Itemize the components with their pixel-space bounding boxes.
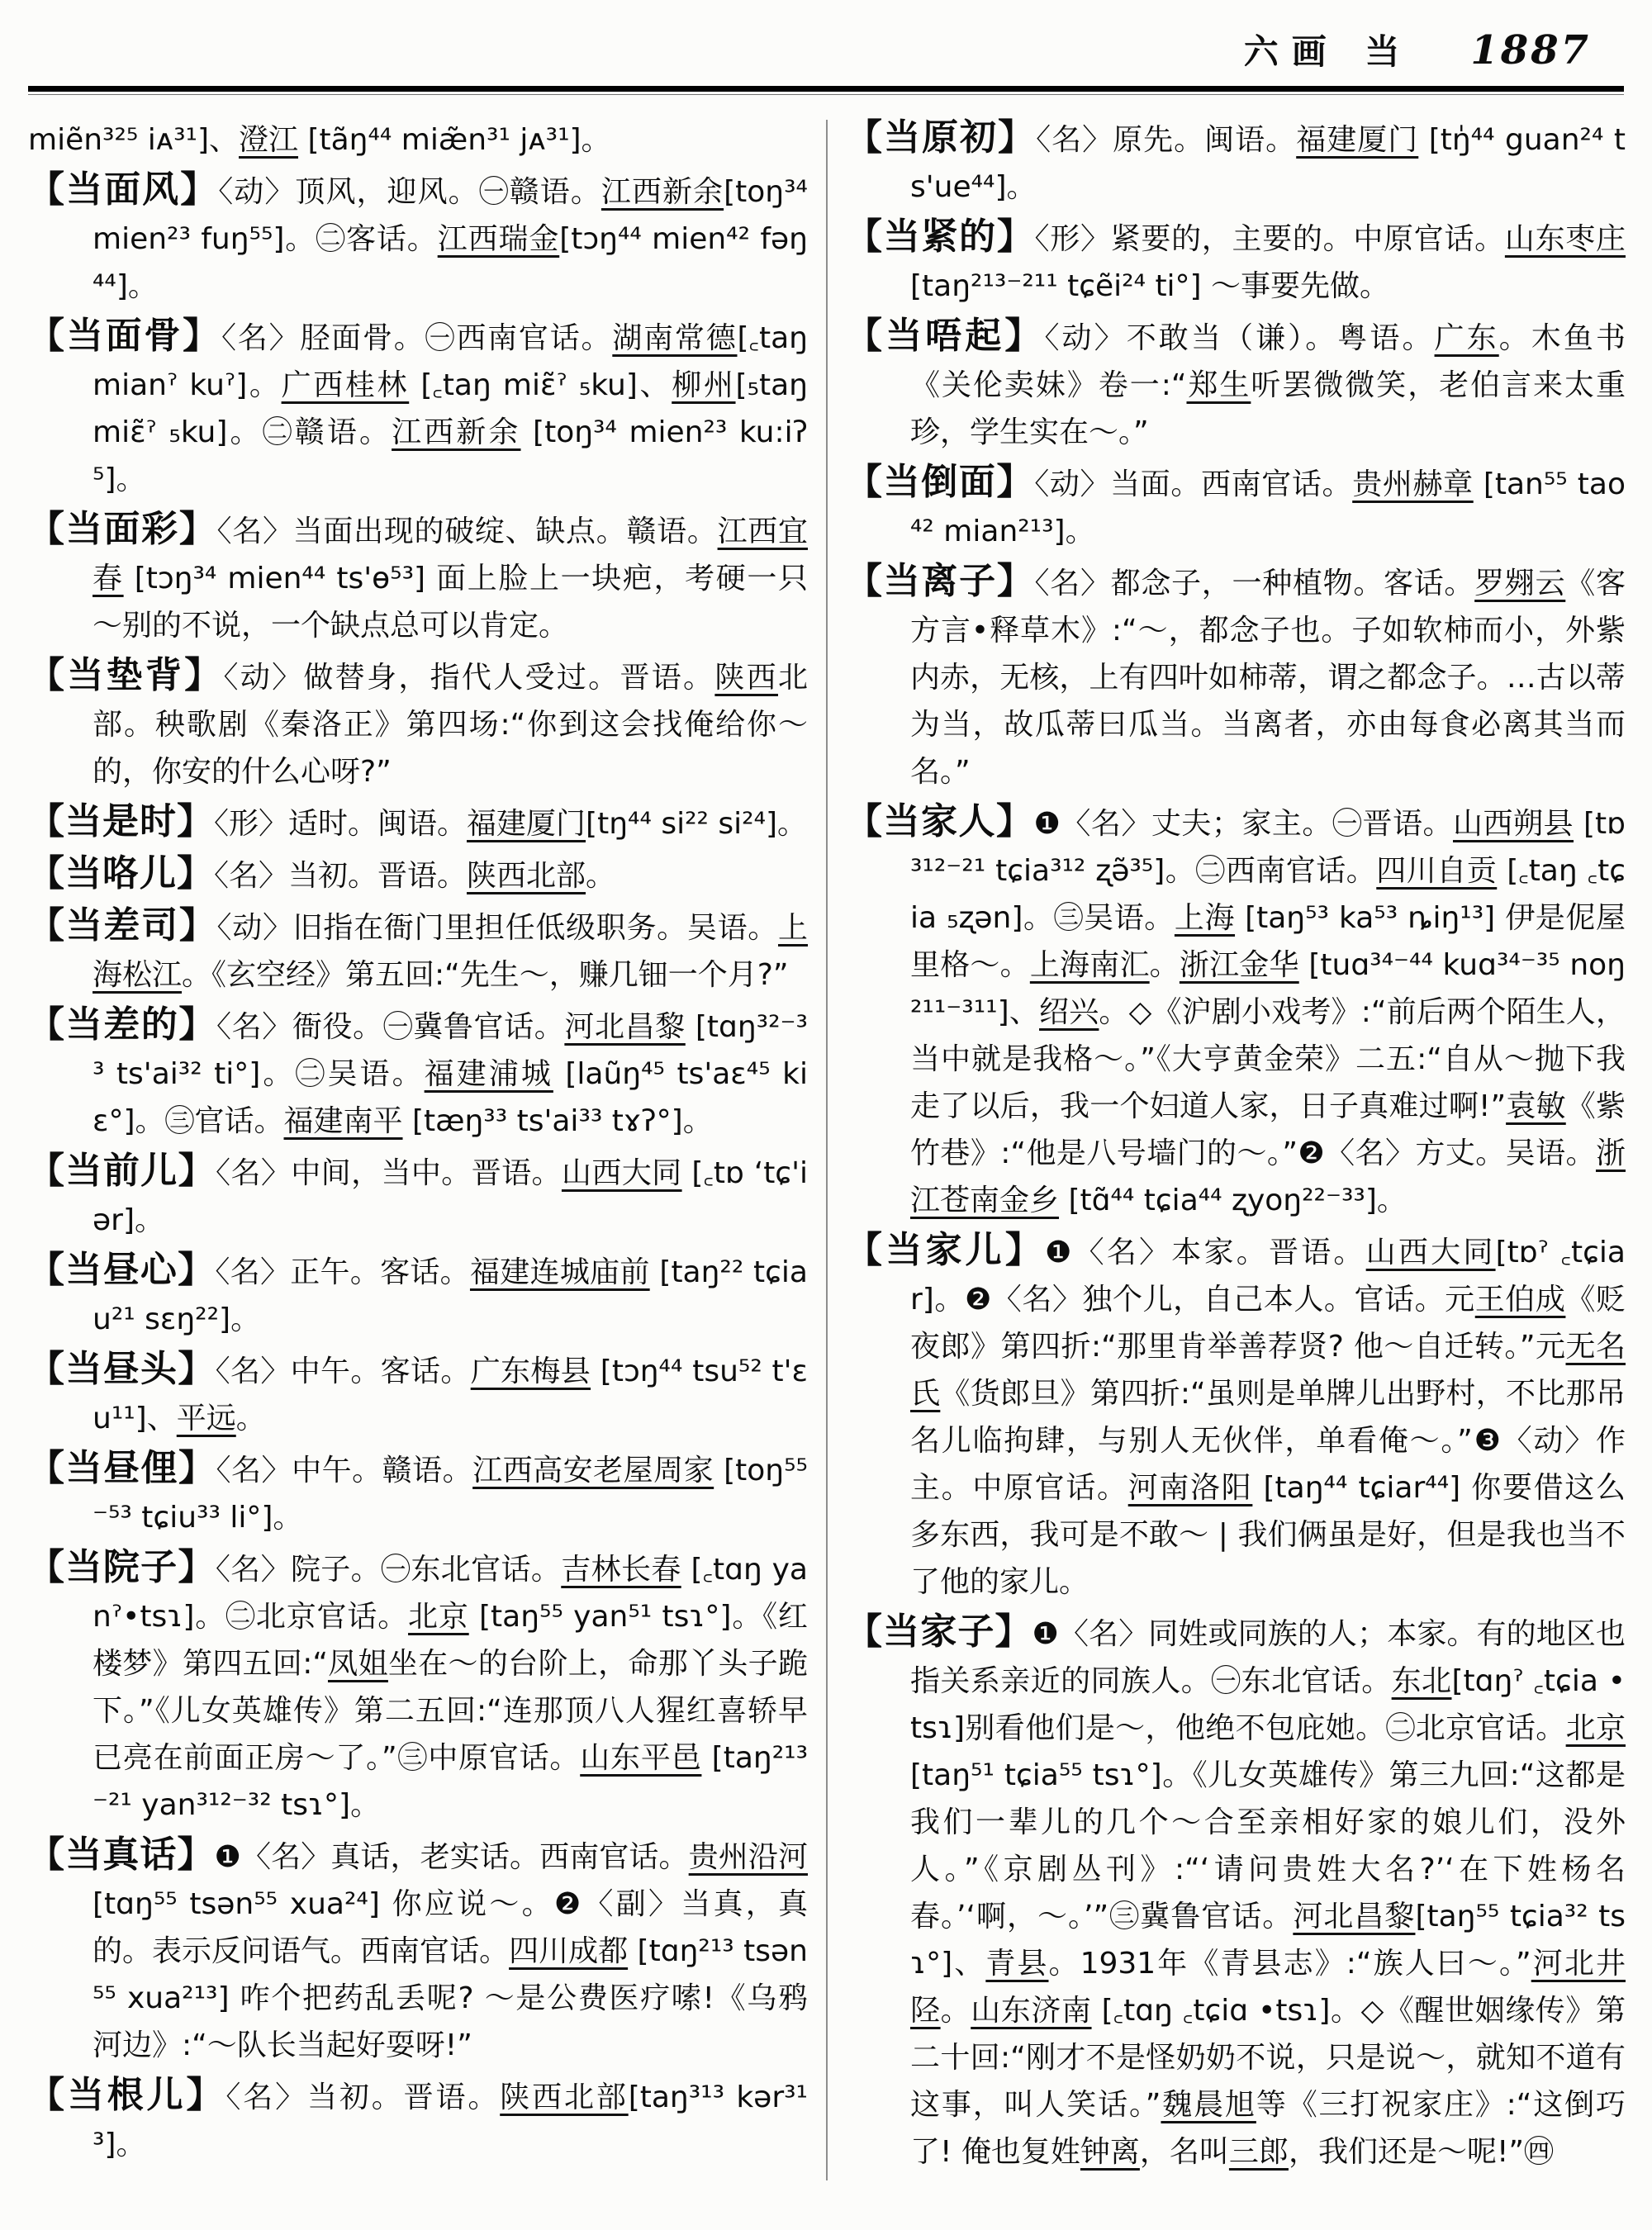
entry-headword: 【当咯儿】 <box>28 852 214 894</box>
dict-entry: 【当院子】〈名〉院子。㊀东北官话。吉林长春 [꜀tɑŋ yanˀ•tsɿ]。㊁北京官话。北京 [taŋ⁵⁵ yan⁵¹ tsɿ°]。《红楼梦》第四五回:“凤姐坐在～的台阶上，命那丫头子跪下。”《儿女英雄传》第二五回:“连那顶八人猩红喜轿早已亮在前面正房～了。”㊂中原官话。山东平邑 [taŋ²¹³⁻²¹ yan³¹²⁻³² tsɿ°]。 <box>28 1546 808 1822</box>
dict-entry: 【当前儿】〈名〉中间，当中。晋语。山西大同 [꜀tɒ ʻtɕ'iər]。 <box>28 1150 808 1237</box>
entry-headword: 【当家人】 <box>846 800 1034 842</box>
entry-headword: 【当真话】 <box>28 1834 215 1876</box>
entry-headword: 【当差的】 <box>28 1004 217 1046</box>
entry-headword: 【当唔起】 <box>846 315 1045 357</box>
page-header <box>28 0 1629 86</box>
proper-name-underlined: 山东平邑 <box>580 1741 702 1775</box>
proper-name-underlined: 无名氏 <box>910 1330 1626 1411</box>
section-headword-char: 当 <box>1365 31 1413 72</box>
entry-headword: 【当昼俚】 <box>28 1447 216 1489</box>
proper-name-underlined: 浙江苍南金乡 <box>910 1136 1626 1217</box>
proper-name-underlined: 平远 <box>176 1402 236 1435</box>
proper-name-underlined: 山西大同 <box>1365 1236 1496 1269</box>
proper-name-underlined: 四川成都 <box>509 1934 629 1968</box>
dict-entry: 【当离子】〈名〉都念子，一种植物。客话。罗翙云《客方言•释草木》:“～，都念子也。子如软柿而小，外紫内赤，无核，上有四叶如柿蒂，谓之都念子。…古以蒂为当，故瓜蒂曰瓜当。当离者，亦由每食必离其当而名。” <box>846 560 1626 789</box>
dict-entry: 【当面风】〈动〉顶风，迎风。㊀赣语。江西新余[toŋ³⁴ mien²³ fuŋ⁵⁵]。㊁客话。江西瑞金[tɔŋ⁴⁴ mien⁴² fəŋ⁴⁴]。 <box>28 168 808 303</box>
proper-name-underlined: 上海松江 <box>93 911 808 992</box>
entry-headword: 【当院子】 <box>28 1546 216 1588</box>
dict-entry: 【当紧的】〈形〉紧要的，主要的。中原官话。山东枣庄 [taŋ²¹³⁻²¹¹ tɕẽi²⁴ ti°] ～事要先做。 <box>846 216 1626 303</box>
entry-headword: 【当根儿】 <box>28 2074 226 2116</box>
entry-headword: 【当家子】 <box>846 1611 1032 1653</box>
proper-name-underlined: 江西新余 <box>392 415 521 449</box>
section-stroke-label: 六画 <box>1243 31 1340 72</box>
dict-entry: 【当垫背】〈动〉做替身，指代人受过。晋语。陕西北部。秧歌剧《秦洛正》第四场:“你到这会找俺给你～的，你安的什么心呀?” <box>28 654 808 789</box>
proper-name-underlined: 吉林长春 <box>561 1553 681 1587</box>
dict-entry: 【当差的】〈名〉衙役。㊀冀鲁官话。河北昌黎 [tɑŋ³²⁻³³ ts'ai³² ti°]。㊁吴语。福建浦城 [laũŋ⁴⁵ ts'aɛ⁴⁵ kiɛ°]。㊂官话。福建南平 [tæŋ³³ ts'ai³³ tɤʔ°]。 <box>28 1004 808 1138</box>
proper-name-underlined: 山西朔县 <box>1452 807 1574 841</box>
entry-headword: 【当前儿】 <box>28 1150 216 1192</box>
proper-name-underlined: 罗翙云 <box>1474 567 1566 600</box>
proper-name-underlined: 北京 <box>1565 1711 1626 1745</box>
proper-name-underlined: 江西新余 <box>601 175 724 209</box>
proper-name-underlined: 贵州沿河 <box>688 1840 808 1874</box>
entry-headword: 【当昼头】 <box>28 1348 216 1390</box>
dict-entry: 【当是时】〈形〉适时。闽语。福建厦门[tŋ⁴⁴ si²² si²⁴]。 <box>28 800 808 842</box>
proper-name-underlined: 河北井陉 <box>910 1947 1626 2028</box>
dict-entry: 【当昼俚】〈名〉中午。赣语。江西高安老屋周家 [toŋ⁵⁵⁻⁵³ tɕiu³³ li°]。 <box>28 1447 808 1535</box>
dict-entry: 【当面骨】〈名〉胫面骨。㊀西南官话。湖南常德[꜀taŋ mianˀ kuˀ]。广西桂林 [꜀taŋ miɛ̃ˀ ₅ku]、柳州[₅taŋ miɛ̃ˀ ₅ku]。㊁赣语。江西新余 [toŋ³⁴ mien²³ ku:iʔ⁵]。 <box>28 315 808 496</box>
right-column <box>846 116 1626 2180</box>
proper-name-underlined: 江西高安老屋周家 <box>472 1454 714 1487</box>
dict-entry: 【当原初】〈名〉原先。闽语。福建厦门 [tŋ̍⁴⁴ guan²⁴ ts'ue⁴⁴]。 <box>846 116 1626 204</box>
left-column <box>28 116 808 2180</box>
entry-headword: 【当家儿】 <box>846 1229 1046 1271</box>
header-rule <box>28 86 1624 92</box>
proper-name-underlined: 袁敏 <box>1506 1089 1566 1123</box>
proper-name-underlined: 福建厦门 <box>467 807 586 841</box>
entry-headword: 【当倒面】 <box>846 461 1035 503</box>
proper-name-underlined: 钟离 <box>1080 2135 1140 2169</box>
proper-name-underlined: 福建浦城 <box>424 1057 553 1091</box>
dict-entry: 【当唔起】〈动〉不敢当（谦）。粤语。广东。木鱼书《关伦卖妹》卷一:“郑生听罢微微笑，老伯言来太重珍，学生实在～。” <box>846 315 1626 449</box>
dict-entry: 【当咯儿】〈名〉当初。晋语。陕西北部。 <box>28 852 616 894</box>
proper-name-underlined: 陕西北部 <box>467 859 586 893</box>
section-title <box>1244 25 1413 74</box>
proper-name-underlined: 福建厦门 <box>1296 123 1419 157</box>
proper-name-underlined: 广东梅县 <box>470 1355 591 1388</box>
proper-name-underlined: 三郎 <box>1228 2135 1289 2169</box>
proper-name-underlined: 江西瑞金 <box>437 222 560 256</box>
proper-name-underlined: 青县 <box>985 1947 1049 1981</box>
entry-headword: 【当差司】 <box>28 904 217 947</box>
proper-name-underlined: 上海 <box>1174 901 1236 935</box>
proper-name-underlined: 柳州 <box>672 368 736 402</box>
dict-entry: 【当倒面】〈动〉当面。西南官话。贵州赫章 [tan⁵⁵ tao⁴² mian²¹³]。 <box>846 461 1626 548</box>
dict-entry: 【当真话】❶〈名〉真话，老实话。西南官话。贵州沿河 [tɑŋ⁵⁵ tsən⁵⁵ xua²⁴] 你应说～。❷〈副〉当真，真的。表示反问语气。西南官话。四川成都 [tɑŋ²¹³ tsən⁵⁵ xua²¹³] 咋个把药乱丢呢? ～是公费医疗嗦!《乌鸦河边》:“～队长当起好耍呀!” <box>28 1834 808 2062</box>
proper-name-underlined: 山东济南 <box>971 1994 1092 2028</box>
dict-entry: 【当昼头】〈名〉中午。客话。广东梅县 [tɔŋ⁴⁴ tsu⁵² t'ɛu¹¹]、平远。 <box>28 1348 808 1435</box>
entry-headword: 【当是时】 <box>28 800 214 842</box>
proper-name-underlined: 绍兴 <box>1039 995 1099 1029</box>
page-number: 1887 <box>1470 27 1591 74</box>
entry-headword: 【当离子】 <box>846 560 1035 602</box>
proper-name-underlined: 魏晨旭 <box>1161 2088 1256 2122</box>
entry-headword: 【当昼心】 <box>28 1249 216 1291</box>
proper-name-underlined: 山西大同 <box>561 1156 682 1190</box>
entry-headword: 【当垫背】 <box>28 654 224 696</box>
entry-headword: 【当原初】 <box>846 116 1037 159</box>
dict-entry: 【当面彩】〈名〉当面出现的破绽、缺点。赣语。江西宜春 [tɔŋ³⁴ mien⁴⁴ ts'ɵ⁵³] 面上脸上一块疤，考硬一只～别的不说，一个缺点总可以肯定。 <box>28 508 808 643</box>
proper-name-underlined: 河北昌黎 <box>1293 1900 1416 1933</box>
proper-name-underlined: 北京 <box>408 1600 469 1634</box>
dict-entry: 【当家人】❶〈名〉丈夫；家主。㊀晋语。山西朔县 [tɒ³¹²⁻²¹ tɕia³¹² ʐə̃³⁵]。㊁西南官话。四川自贡 [꜀taŋ ꜀tɕia ₅ʐən]。㊂吴语。上海 [taŋ⁵³ ka⁵³ ȵiŋ¹³] 伊是伲屋里格～。上海南汇。浙江金华 [tuɑ³⁴⁻⁴⁴ kuɑ³⁴⁻³⁵ noŋ²¹¹⁻³¹¹]、绍兴。◇《沪剧小戏考》:“前后两个陌生人，当中就是我格～。”《大亨黄金荣》二五:“自从～抛下我走了以后，我一个妇道人家，日子真难过啊!”袁敏《紫竹巷》:“他是八号墙门的～。”❷〈名〉方丈。吴语。浙江苍南金乡 [tɑ̃⁴⁴ tɕia⁴⁴ ʐyoŋ²²⁻³³]。 <box>846 800 1626 1217</box>
dict-entry: 【当根儿】〈名〉当初。晋语。陕西北部[taŋ³¹³ kər³¹³]。 <box>28 2074 808 2161</box>
proper-name-underlined: 河南洛阳 <box>1127 1471 1253 1505</box>
entry-headword: 【当紧的】 <box>846 216 1035 258</box>
proper-name-underlined: 四川自贡 <box>1376 854 1498 888</box>
proper-name-underlined: 陕西北部 <box>500 2081 629 2114</box>
proper-name-underlined: 东北 <box>1391 1664 1452 1698</box>
proper-name-underlined: 广东 <box>1434 321 1499 355</box>
proper-name-underlined: 贵州赫章 <box>1352 467 1474 501</box>
proper-name-underlined: 湖南常德 <box>612 321 738 355</box>
proper-name-underlined: 澄江 <box>239 123 299 157</box>
entry-headword: 【当面风】 <box>28 168 219 211</box>
proper-name-underlined: 凤姐 <box>327 1647 388 1681</box>
proper-name-underlined: 陕西 <box>714 661 778 695</box>
proper-name-underlined: 上海南汇 <box>1029 948 1150 982</box>
dict-entry: 【当家子】❶〈名〉同姓或同族的人；本家。有的地区也指关系亲近的同族人。㊀东北官话。东北[tɑŋˀ ꜀tɕia •tsɿ]别看他们是～，他绝不包庇她。㊁北京官话。北京 [taŋ⁵¹ tɕia⁵⁵ tsɿ°]。《儿女英雄传》第三九回:“这都是我们一辈儿的几个～合至亲相好家的娘儿们，没外人。”《京剧丛刊》:“‘请问贵姓大名?’‘在下姓杨名春。’‘啊，～。’”㊂冀鲁官话。河北昌黎[taŋ⁵⁵ tɕia³² tsɿ°]、青县。1931年《青县志》:“族人曰～。”河北井陉。山东济南 [꜀tɑŋ ꜀tɕiɑ •tsɿ]。◇《醒世姻缘传》第二十回:“刚才不是怪奶奶不说，只是说～，就知不道有这事，叫人笑话。”魏晨旭等《三打祝家庄》:“这倒巧了! 俺也复姓钟离，名叫三郎，我们还是～呢!”㊃ <box>846 1611 1626 2169</box>
columns-container <box>28 116 1629 2180</box>
proper-name-underlined: 江西宜春 <box>93 515 808 595</box>
dict-entry: miẽn³²⁵ iᴀ³¹]、澄江 [tãŋ⁴⁴ miæ̃n³¹ jᴀ³¹]。 <box>28 123 611 157</box>
proper-name-underlined: 王伯成 <box>1474 1283 1566 1317</box>
entry-headword: 【当面骨】 <box>28 315 221 357</box>
dict-entry: 【当昼心】〈名〉正午。客话。福建连城庙前 [taŋ²² tɕiau²¹ sɛŋ²²]。 <box>28 1249 808 1336</box>
proper-name-underlined: 浙江金华 <box>1179 948 1299 982</box>
proper-name-underlined: 河北昌黎 <box>564 1010 686 1044</box>
entry-headword: 【当面彩】 <box>28 508 217 550</box>
proper-name-underlined: 广西桂林 <box>281 368 410 402</box>
proper-name-underlined: 福建南平 <box>283 1104 403 1138</box>
column-divider <box>826 120 828 2180</box>
proper-name-underlined: 山东枣庄 <box>1504 222 1626 256</box>
dict-entry: 【当差司】〈动〉旧指在衙门里担任低级职务。吴语。上海松江。《玄空经》第五回:“先生～，赚几钿一个月?” <box>28 904 808 992</box>
proper-name-underlined: 郑生 <box>1186 368 1251 402</box>
dict-entry: 【当家儿】❶〈名〉本家。晋语。山西大同[tɒˀ ꜀tɕiar]。❷〈名〉独个儿，自己本人。官话。元王伯成《贬夜郎》第四折:“那里肯举善荐贤? 他～自迁转。”元无名氏《货郎旦》第四折:“虽则是单牌儿出野村，不比那吊名儿临拘肆，与别人无伙伴，单看俺～。”❸〈动〉作主。中原官话。河南洛阳 [taŋ⁴⁴ tɕiar⁴⁴] 你要借这么多东西，我可是不敢～ | 我们俩虽是好，但是我也当不了他的家儿。 <box>846 1229 1626 1599</box>
proper-name-underlined: 福建连城庙前 <box>469 1255 650 1289</box>
